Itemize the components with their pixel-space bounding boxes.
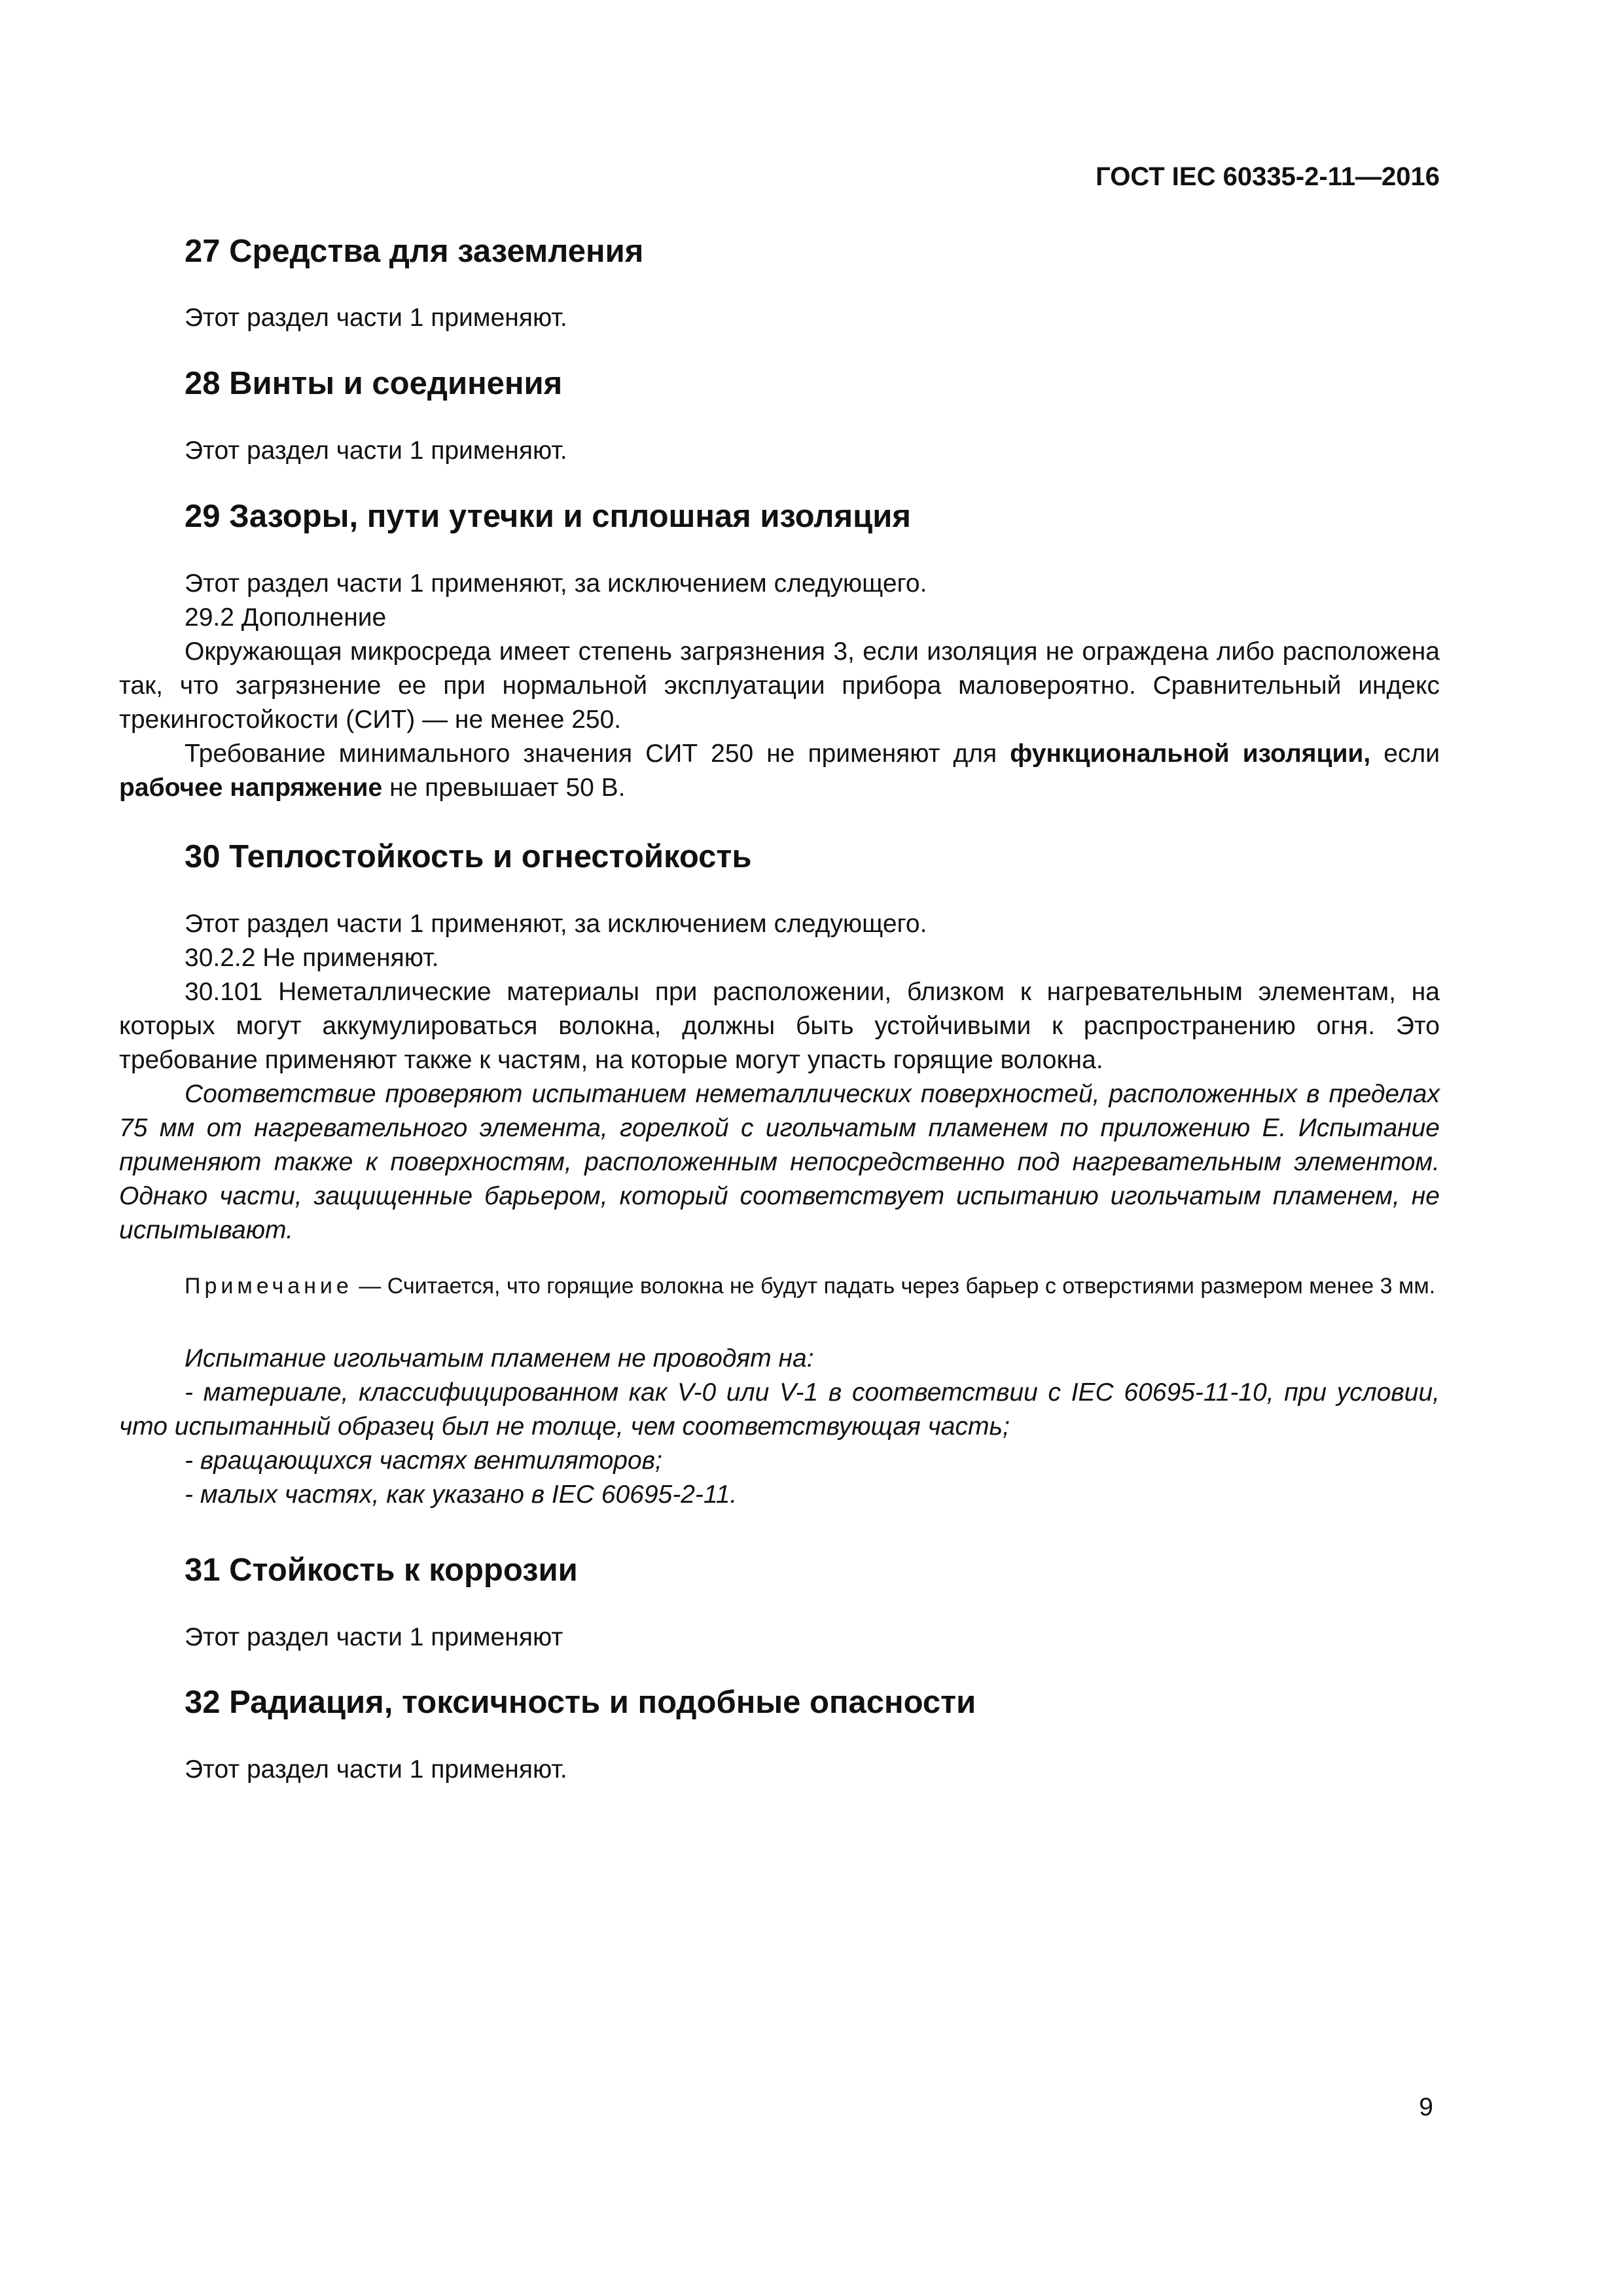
section-29-p4 bbox=[119, 737, 1440, 805]
note-text: — Считается, что горящие волокна не будут падать через барьер с отверстиями размером менее 3 мм. bbox=[352, 1274, 1436, 1299]
section-30-p6: - материале, классифицированном как V-0 или V-1 в соответствии с IEC 60695-11-10, при условии, что испытанный образец был не толще, чем соответствующая часть; bbox=[119, 1378, 1440, 1441]
section-28-title: 28 Винты и соединения bbox=[185, 366, 563, 401]
note-label: Примечание bbox=[185, 1274, 353, 1299]
section-30-p7: - вращающихся частях вентиляторов; bbox=[185, 1446, 662, 1475]
term-working-voltage: рабочее напряжение bbox=[119, 774, 383, 802]
section-30-p8: - малых частях, как указано в IEC 60695-2-11. bbox=[185, 1480, 738, 1509]
section-29-p2: 29.2 Дополнение bbox=[185, 603, 387, 632]
p4-text-c: если bbox=[1370, 740, 1440, 768]
p4-text-a: Требование минимального значения СИТ 250 не применяют для bbox=[185, 740, 1010, 768]
section-32-text: Этот раздел части 1 применяют. bbox=[185, 1755, 567, 1784]
section-30-p1: Этот раздел части 1 применяют, за исключением следующего. bbox=[185, 910, 927, 938]
section-31-text: Этот раздел части 1 применяют bbox=[185, 1623, 563, 1651]
section-29-p3: Окружающая микросреда имеет степень загрязнения 3, если изоляция не ограждена либо расположена так, что загрязнение ее при нормальной эксплуатации прибора маловероятно. Сравнительный индекс трекингостойкости (СИТ) — не менее 250. bbox=[119, 637, 1440, 734]
section-30-p2: 30.2.2 Не применяют. bbox=[185, 944, 439, 972]
section-30-note bbox=[119, 1271, 1440, 1301]
section-30-title: 30 Теплостойкость и огнестойкость bbox=[185, 839, 752, 874]
section-32-title: 32 Радиация, токсичность и подобные опасности bbox=[185, 1685, 976, 1720]
section-29-p1: Этот раздел части 1 применяют, за исключением следующего. bbox=[185, 569, 927, 598]
section-30-p3: 30.101 Неметаллические материалы при расположении, близком к нагревательным элементам, на которых могут аккумулироваться волокна, должны быть устойчивыми к распространению огня. Это требование применяют также к частям, на которые могут упасть горящие волокна. bbox=[119, 978, 1440, 1074]
section-30-p5: Испытание игольчатым пламенем не проводят на: bbox=[185, 1344, 814, 1372]
section-28-text: Этот раздел части 1 применяют. bbox=[185, 437, 567, 465]
section-30-compliance: Соответствие проверяют испытанием неметаллических поверхностей, расположенных в пределах 75 мм от нагревательного элемента, горелкой с игольчатым пламенем по приложению Е. Испытание применяют также к поверхностям, расположенным непосредственно под нагревательным элементом. Однако части, защищенные барьером, который соответствует испытанию игольчатым пламенем, не испытывают. bbox=[119, 1080, 1440, 1244]
document-header: ГОСТ IEC 60335-2-11—2016 bbox=[1096, 162, 1440, 191]
section-31-title: 31 Стойкость к коррозии bbox=[185, 1552, 578, 1588]
section-27-title: 27 Средства для заземления bbox=[185, 234, 644, 269]
section-29-title: 29 Зазоры, пути утечки и сплошная изоляция bbox=[185, 499, 911, 534]
page-number: 9 bbox=[1419, 2093, 1433, 2121]
section-27-text: Этот раздел части 1 применяют. bbox=[185, 304, 567, 332]
p4-text-e: не превышает 50 В. bbox=[382, 774, 626, 802]
term-functional-insulation: функциональной изоляции, bbox=[1010, 740, 1371, 768]
